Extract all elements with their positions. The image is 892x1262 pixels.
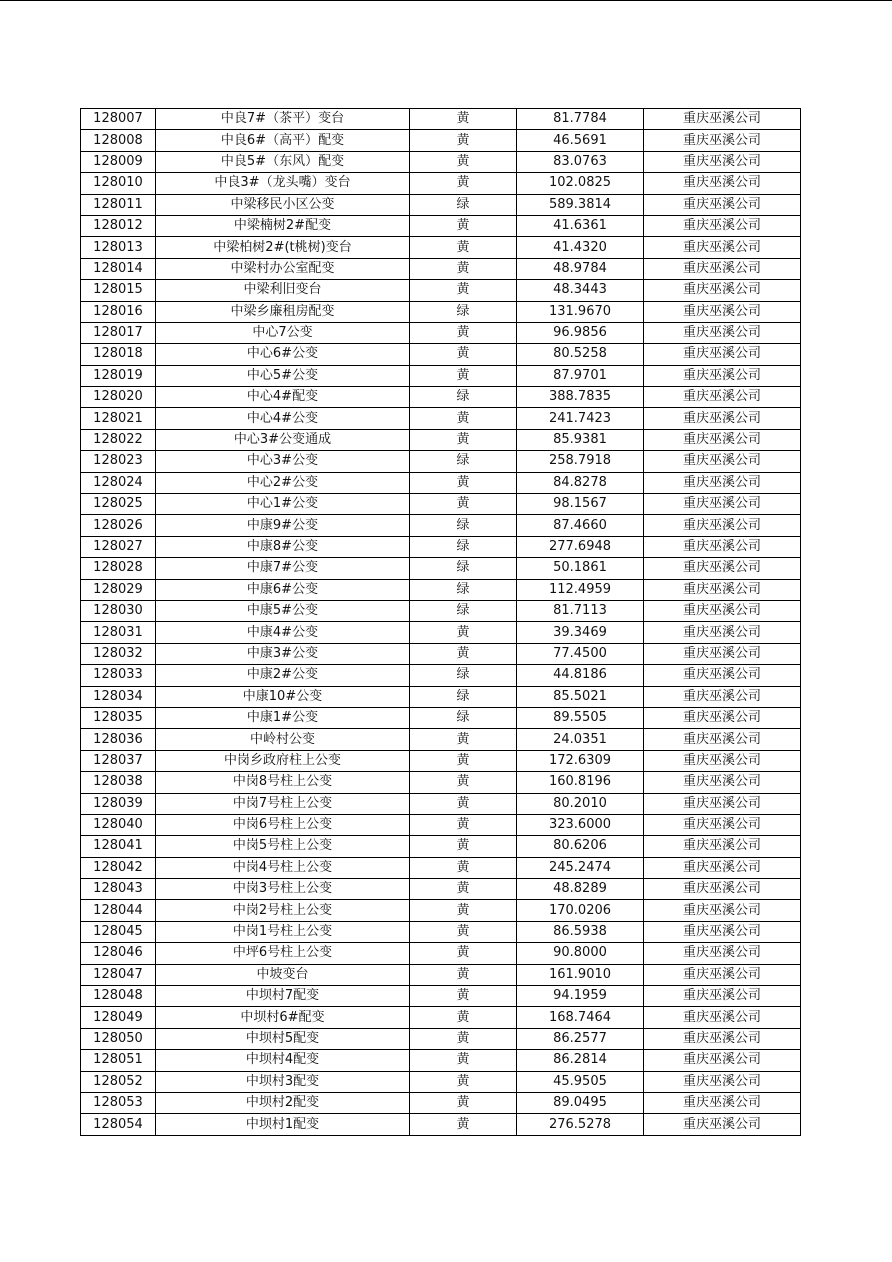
code-cell: 128015 (81, 280, 156, 301)
status-cell: 黄 (410, 429, 517, 450)
status-cell: 黄 (410, 643, 517, 664)
code-cell: 128013 (81, 237, 156, 258)
company-cell: 重庆巫溪公司 (644, 194, 801, 215)
code-cell: 128050 (81, 1028, 156, 1049)
status-cell: 黄 (410, 793, 517, 814)
value-cell: 46.5691 (517, 130, 644, 151)
value-cell: 89.0495 (517, 1092, 644, 1113)
table-row (81, 772, 801, 793)
station-name-cell: 中良7#（茶平）变台 (156, 109, 410, 130)
status-cell: 黄 (410, 943, 517, 964)
station-name-cell: 中良6#（高平）配变 (156, 130, 410, 151)
value-cell: 81.7113 (517, 600, 644, 621)
table-row (81, 921, 801, 942)
value-cell: 85.5021 (517, 686, 644, 707)
company-cell: 重庆巫溪公司 (644, 258, 801, 279)
station-name-cell: 中康10#公变 (156, 686, 410, 707)
code-cell: 128017 (81, 322, 156, 343)
code-cell: 128035 (81, 707, 156, 728)
code-cell: 128029 (81, 579, 156, 600)
value-cell: 86.5938 (517, 921, 644, 942)
table-row (81, 836, 801, 857)
table-row (81, 494, 801, 515)
company-cell: 重庆巫溪公司 (644, 1114, 801, 1135)
company-cell: 重庆巫溪公司 (644, 665, 801, 686)
table-row (81, 344, 801, 365)
station-name-cell: 中心7公变 (156, 322, 410, 343)
station-name-cell: 中良3#（龙头嘴）变台 (156, 173, 410, 194)
status-cell: 黄 (410, 344, 517, 365)
value-cell: 48.8289 (517, 879, 644, 900)
value-cell: 245.2474 (517, 857, 644, 878)
table-row (81, 600, 801, 621)
code-cell: 128047 (81, 964, 156, 985)
code-cell: 128008 (81, 130, 156, 151)
value-cell: 241.7423 (517, 408, 644, 429)
station-name-cell: 中岗2号柱上公变 (156, 900, 410, 921)
value-cell: 258.7918 (517, 451, 644, 472)
code-cell: 128041 (81, 836, 156, 857)
table-row (81, 215, 801, 236)
status-cell: 黄 (410, 237, 517, 258)
company-cell: 重庆巫溪公司 (644, 750, 801, 771)
status-cell: 绿 (410, 515, 517, 536)
status-cell: 黄 (410, 472, 517, 493)
company-cell: 重庆巫溪公司 (644, 151, 801, 172)
station-name-cell: 中坝村2配变 (156, 1092, 410, 1113)
station-name-cell: 中岗6号柱上公变 (156, 814, 410, 835)
company-cell: 重庆巫溪公司 (644, 472, 801, 493)
value-cell: 277.6948 (517, 536, 644, 557)
company-cell: 重庆巫溪公司 (644, 429, 801, 450)
status-cell: 绿 (410, 665, 517, 686)
station-name-cell: 中康4#公变 (156, 622, 410, 643)
station-name-cell: 中岗1号柱上公变 (156, 921, 410, 942)
status-cell: 黄 (410, 494, 517, 515)
value-cell: 131.9670 (517, 301, 644, 322)
status-cell: 黄 (410, 258, 517, 279)
code-cell: 128011 (81, 194, 156, 215)
company-cell: 重庆巫溪公司 (644, 1092, 801, 1113)
code-cell: 128046 (81, 943, 156, 964)
station-name-cell: 中梁柏树2#(t桃树)变台 (156, 237, 410, 258)
status-cell: 黄 (410, 857, 517, 878)
station-name-cell: 中康1#公变 (156, 707, 410, 728)
company-cell: 重庆巫溪公司 (644, 494, 801, 515)
value-cell: 87.9701 (517, 365, 644, 386)
table-row (81, 814, 801, 835)
code-cell: 128043 (81, 879, 156, 900)
station-name-cell: 中坡变台 (156, 964, 410, 985)
table-row (81, 879, 801, 900)
station-name-cell: 中康9#公变 (156, 515, 410, 536)
code-cell: 128033 (81, 665, 156, 686)
code-cell: 128051 (81, 1050, 156, 1071)
station-name-cell: 中梁村办公室配变 (156, 258, 410, 279)
table-row (81, 109, 801, 130)
station-name-cell: 中康3#公变 (156, 643, 410, 664)
company-cell: 重庆巫溪公司 (644, 365, 801, 386)
station-name-cell: 中岗7号柱上公变 (156, 793, 410, 814)
status-cell: 黄 (410, 109, 517, 130)
status-cell: 黄 (410, 173, 517, 194)
table-row (81, 301, 801, 322)
value-cell: 41.6361 (517, 215, 644, 236)
station-name-cell: 中心4#配变 (156, 387, 410, 408)
table-row (81, 130, 801, 151)
table-row (81, 1028, 801, 1049)
company-cell: 重庆巫溪公司 (644, 387, 801, 408)
value-cell: 89.5505 (517, 707, 644, 728)
company-cell: 重庆巫溪公司 (644, 579, 801, 600)
value-cell: 172.6309 (517, 750, 644, 771)
table-row (81, 151, 801, 172)
company-cell: 重庆巫溪公司 (644, 707, 801, 728)
code-cell: 128012 (81, 215, 156, 236)
value-cell: 80.2010 (517, 793, 644, 814)
station-name-cell: 中坝村6#配变 (156, 1007, 410, 1028)
value-cell: 81.7784 (517, 109, 644, 130)
company-cell: 重庆巫溪公司 (644, 1007, 801, 1028)
table-row (81, 1007, 801, 1028)
code-cell: 128007 (81, 109, 156, 130)
status-cell: 黄 (410, 1007, 517, 1028)
status-cell: 绿 (410, 558, 517, 579)
code-cell: 128019 (81, 365, 156, 386)
status-cell: 黄 (410, 622, 517, 643)
table-row (81, 622, 801, 643)
company-cell: 重庆巫溪公司 (644, 130, 801, 151)
table-row (81, 429, 801, 450)
status-cell: 黄 (410, 750, 517, 771)
status-cell: 黄 (410, 151, 517, 172)
value-cell: 41.4320 (517, 237, 644, 258)
station-name-cell: 中心2#公变 (156, 472, 410, 493)
status-cell: 黄 (410, 280, 517, 301)
company-cell: 重庆巫溪公司 (644, 536, 801, 557)
station-name-cell: 中康2#公变 (156, 665, 410, 686)
value-cell: 48.3443 (517, 280, 644, 301)
status-cell: 绿 (410, 707, 517, 728)
status-cell: 黄 (410, 836, 517, 857)
code-cell: 128032 (81, 643, 156, 664)
value-cell: 96.9856 (517, 322, 644, 343)
company-cell: 重庆巫溪公司 (644, 793, 801, 814)
value-cell: 44.8186 (517, 665, 644, 686)
station-name-cell: 中心1#公变 (156, 494, 410, 515)
value-cell: 80.6206 (517, 836, 644, 857)
table-row (81, 1114, 801, 1135)
code-cell: 128053 (81, 1092, 156, 1113)
value-cell: 86.2814 (517, 1050, 644, 1071)
station-name-cell: 中心3#公变 (156, 451, 410, 472)
company-cell: 重庆巫溪公司 (644, 322, 801, 343)
table-row (81, 365, 801, 386)
value-cell: 160.8196 (517, 772, 644, 793)
station-name-cell: 中康7#公变 (156, 558, 410, 579)
company-cell: 重庆巫溪公司 (644, 814, 801, 835)
code-cell: 128037 (81, 750, 156, 771)
code-cell: 128034 (81, 686, 156, 707)
company-cell: 重庆巫溪公司 (644, 622, 801, 643)
value-cell: 112.4959 (517, 579, 644, 600)
station-name-cell: 中坝村7配变 (156, 986, 410, 1007)
status-cell: 黄 (410, 772, 517, 793)
value-cell: 83.0763 (517, 151, 644, 172)
station-name-cell: 中坝村3配变 (156, 1071, 410, 1092)
station-name-cell: 中坝村5配变 (156, 1028, 410, 1049)
code-cell: 128030 (81, 600, 156, 621)
table-row (81, 943, 801, 964)
company-cell: 重庆巫溪公司 (644, 1050, 801, 1071)
status-cell: 绿 (410, 579, 517, 600)
value-cell: 168.7464 (517, 1007, 644, 1028)
status-cell: 黄 (410, 879, 517, 900)
table-row (81, 857, 801, 878)
code-cell: 128054 (81, 1114, 156, 1135)
station-name-cell: 中坝村1配变 (156, 1114, 410, 1135)
station-name-cell: 中岗3号柱上公变 (156, 879, 410, 900)
value-cell: 388.7835 (517, 387, 644, 408)
table-row (81, 472, 801, 493)
value-cell: 85.9381 (517, 429, 644, 450)
company-cell: 重庆巫溪公司 (644, 900, 801, 921)
table-body (81, 109, 801, 1136)
code-cell: 128044 (81, 900, 156, 921)
value-cell: 80.5258 (517, 344, 644, 365)
station-name-cell: 中坪6号柱上公变 (156, 943, 410, 964)
station-name-cell: 中康5#公变 (156, 600, 410, 621)
table-row (81, 451, 801, 472)
value-cell: 161.9010 (517, 964, 644, 985)
code-cell: 128039 (81, 793, 156, 814)
value-cell: 94.1959 (517, 986, 644, 1007)
status-cell: 黄 (410, 365, 517, 386)
status-cell: 黄 (410, 921, 517, 942)
value-cell: 323.6000 (517, 814, 644, 835)
station-name-cell: 中岭村公变 (156, 729, 410, 750)
company-cell: 重庆巫溪公司 (644, 921, 801, 942)
code-cell: 128026 (81, 515, 156, 536)
company-cell: 重庆巫溪公司 (644, 729, 801, 750)
code-cell: 128022 (81, 429, 156, 450)
company-cell: 重庆巫溪公司 (644, 1028, 801, 1049)
code-cell: 128028 (81, 558, 156, 579)
status-cell: 黄 (410, 1071, 517, 1092)
table-row (81, 729, 801, 750)
table-row (81, 707, 801, 728)
table-row (81, 793, 801, 814)
table-row (81, 986, 801, 1007)
value-cell: 170.0206 (517, 900, 644, 921)
station-name-cell: 中坝村4配变 (156, 1050, 410, 1071)
table-row (81, 258, 801, 279)
station-name-cell: 中岗8号柱上公变 (156, 772, 410, 793)
table-row (81, 408, 801, 429)
status-cell: 黄 (410, 1092, 517, 1113)
code-cell: 128038 (81, 772, 156, 793)
status-cell: 绿 (410, 301, 517, 322)
status-cell: 绿 (410, 686, 517, 707)
company-cell: 重庆巫溪公司 (644, 109, 801, 130)
value-cell: 45.9505 (517, 1071, 644, 1092)
company-cell: 重庆巫溪公司 (644, 344, 801, 365)
company-cell: 重庆巫溪公司 (644, 301, 801, 322)
company-cell: 重庆巫溪公司 (644, 600, 801, 621)
code-cell: 128016 (81, 301, 156, 322)
company-cell: 重庆巫溪公司 (644, 408, 801, 429)
table-row (81, 536, 801, 557)
code-cell: 128024 (81, 472, 156, 493)
station-name-cell: 中心6#公变 (156, 344, 410, 365)
table-row (81, 173, 801, 194)
company-cell: 重庆巫溪公司 (644, 964, 801, 985)
company-cell: 重庆巫溪公司 (644, 558, 801, 579)
company-cell: 重庆巫溪公司 (644, 857, 801, 878)
table-row (81, 280, 801, 301)
table-row (81, 322, 801, 343)
station-name-cell: 中心5#公变 (156, 365, 410, 386)
company-cell: 重庆巫溪公司 (644, 237, 801, 258)
code-cell: 128010 (81, 173, 156, 194)
value-cell: 24.0351 (517, 729, 644, 750)
company-cell: 重庆巫溪公司 (644, 879, 801, 900)
table-row (81, 579, 801, 600)
station-name-cell: 中心3#公变通成 (156, 429, 410, 450)
station-name-cell: 中良5#（东风）配变 (156, 151, 410, 172)
value-cell: 589.3814 (517, 194, 644, 215)
status-cell: 绿 (410, 600, 517, 621)
company-cell: 重庆巫溪公司 (644, 215, 801, 236)
table-row (81, 558, 801, 579)
company-cell: 重庆巫溪公司 (644, 173, 801, 194)
code-cell: 128027 (81, 536, 156, 557)
value-cell: 98.1567 (517, 494, 644, 515)
station-name-cell: 中梁乡廉租房配变 (156, 301, 410, 322)
company-cell: 重庆巫溪公司 (644, 686, 801, 707)
station-name-cell: 中岗4号柱上公变 (156, 857, 410, 878)
table-row (81, 900, 801, 921)
code-cell: 128020 (81, 387, 156, 408)
station-name-cell: 中康8#公变 (156, 536, 410, 557)
status-cell: 绿 (410, 194, 517, 215)
status-cell: 黄 (410, 408, 517, 429)
value-cell: 50.1861 (517, 558, 644, 579)
value-cell: 276.5278 (517, 1114, 644, 1135)
code-cell: 128025 (81, 494, 156, 515)
company-cell: 重庆巫溪公司 (644, 836, 801, 857)
code-cell: 128052 (81, 1071, 156, 1092)
table-row (81, 750, 801, 771)
code-cell: 128042 (81, 857, 156, 878)
table-row (81, 686, 801, 707)
status-cell: 黄 (410, 130, 517, 151)
company-cell: 重庆巫溪公司 (644, 1071, 801, 1092)
status-cell: 黄 (410, 322, 517, 343)
table-row (81, 194, 801, 215)
code-cell: 128036 (81, 729, 156, 750)
table-row (81, 237, 801, 258)
company-cell: 重庆巫溪公司 (644, 943, 801, 964)
table-row (81, 964, 801, 985)
code-cell: 128014 (81, 258, 156, 279)
page-top-border (0, 0, 892, 1)
table-row (81, 1071, 801, 1092)
station-name-cell: 中梁利旧变台 (156, 280, 410, 301)
table-row (81, 665, 801, 686)
value-cell: 48.9784 (517, 258, 644, 279)
station-name-cell: 中康6#公变 (156, 579, 410, 600)
code-cell: 128009 (81, 151, 156, 172)
status-cell: 黄 (410, 729, 517, 750)
company-cell: 重庆巫溪公司 (644, 280, 801, 301)
code-cell: 128045 (81, 921, 156, 942)
status-cell: 黄 (410, 900, 517, 921)
code-cell: 128049 (81, 1007, 156, 1028)
value-cell: 102.0825 (517, 173, 644, 194)
status-cell: 黄 (410, 1050, 517, 1071)
station-name-cell: 中梁移民小区公变 (156, 194, 410, 215)
company-cell: 重庆巫溪公司 (644, 515, 801, 536)
station-name-cell: 中心4#公变 (156, 408, 410, 429)
table-row (81, 643, 801, 664)
status-cell: 黄 (410, 1114, 517, 1135)
value-cell: 86.2577 (517, 1028, 644, 1049)
status-cell: 黄 (410, 1028, 517, 1049)
status-cell: 黄 (410, 814, 517, 835)
transformer-table (80, 108, 801, 1136)
value-cell: 87.4660 (517, 515, 644, 536)
status-cell: 黄 (410, 986, 517, 1007)
table-row (81, 515, 801, 536)
table-row (81, 1092, 801, 1113)
company-cell: 重庆巫溪公司 (644, 643, 801, 664)
company-cell: 重庆巫溪公司 (644, 451, 801, 472)
code-cell: 128018 (81, 344, 156, 365)
station-name-cell: 中岗5号柱上公变 (156, 836, 410, 857)
value-cell: 84.8278 (517, 472, 644, 493)
value-cell: 90.8000 (517, 943, 644, 964)
code-cell: 128031 (81, 622, 156, 643)
status-cell: 绿 (410, 451, 517, 472)
station-name-cell: 中岗乡政府柱上公变 (156, 750, 410, 771)
table-row (81, 387, 801, 408)
status-cell: 绿 (410, 536, 517, 557)
table-row (81, 1050, 801, 1071)
code-cell: 128023 (81, 451, 156, 472)
code-cell: 128048 (81, 986, 156, 1007)
value-cell: 77.4500 (517, 643, 644, 664)
status-cell: 绿 (410, 387, 517, 408)
status-cell: 黄 (410, 964, 517, 985)
code-cell: 128021 (81, 408, 156, 429)
value-cell: 39.3469 (517, 622, 644, 643)
company-cell: 重庆巫溪公司 (644, 986, 801, 1007)
company-cell: 重庆巫溪公司 (644, 772, 801, 793)
status-cell: 黄 (410, 215, 517, 236)
station-name-cell: 中梁楠树2#配变 (156, 215, 410, 236)
code-cell: 128040 (81, 814, 156, 835)
